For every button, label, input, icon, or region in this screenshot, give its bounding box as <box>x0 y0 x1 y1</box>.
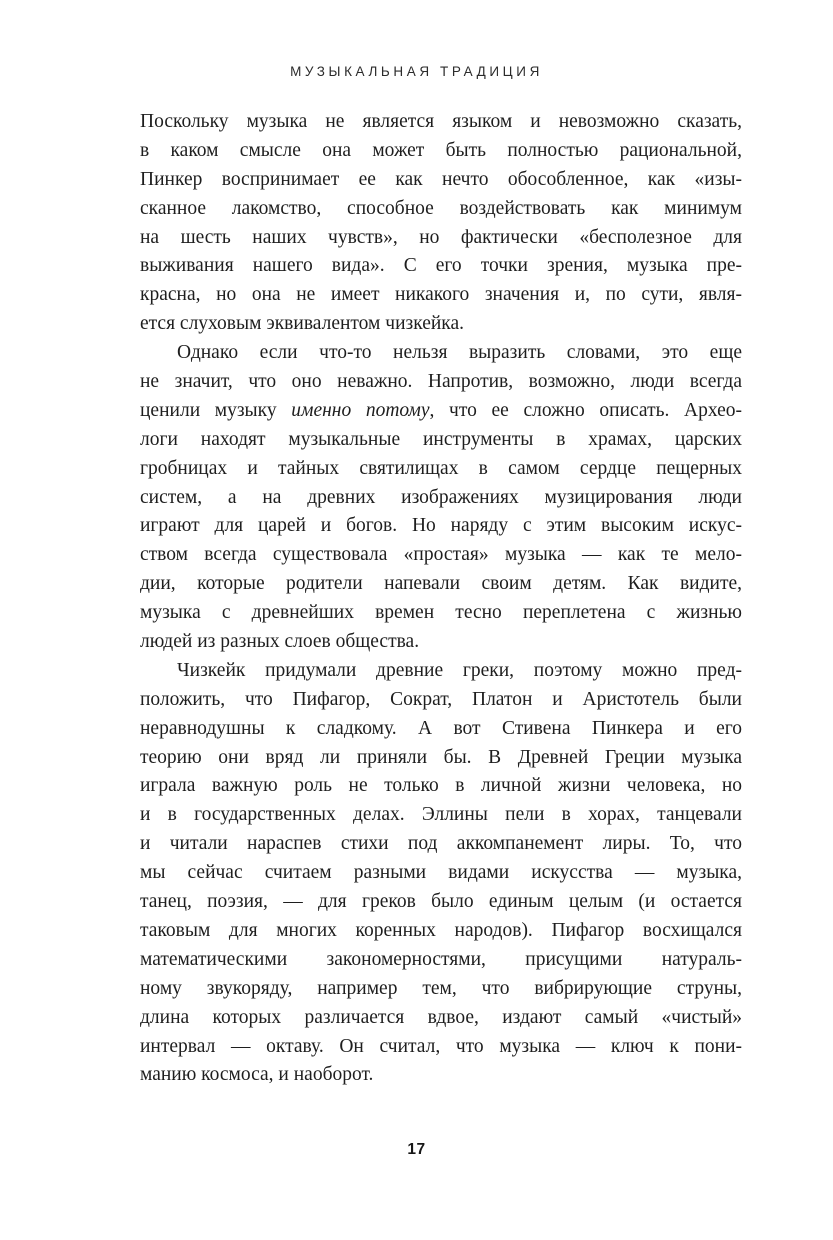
text-line: играют для царей и богов. Но наряду с этим высоким искус- <box>140 515 742 537</box>
text-line: на шесть наших чувств», но фактически «бесполезное для <box>140 226 742 248</box>
text-line: гробницах и тайных святилищах в самом сердце пещерных <box>140 457 742 479</box>
text-line: неравнодушны к сладкому. А вот Стивена Пинкера и его <box>140 717 742 739</box>
text-line: положить, что Пифагор, Сократ, Платон и Аристотель были <box>140 688 742 710</box>
text-line: в каком смысле она может быть полностью рациональной, <box>140 139 742 161</box>
text-line: дии, которые родители напевали своим детям. Как видите, <box>140 573 742 595</box>
text-line: систем, а на древних изображениях музицирования люди <box>140 486 742 508</box>
text-line: интервал — октаву. Он считал, что музыка — ключ к пони- <box>140 1035 742 1057</box>
running-head-chapter-title: МУЗЫКАЛЬНАЯ ТРАДИЦИЯ <box>290 64 543 79</box>
text-line: и читали нараспев стихи под аккомпанемент лиры. То, что <box>140 833 742 855</box>
paragraph <box>140 108 742 339</box>
text-line: манию космоса, и наоборот. <box>140 1064 374 1086</box>
text-line: красна, но она не имеет никакого значения и, по сути, явля- <box>140 284 742 306</box>
text-line: и в государственных делах. Эллины пели в хорах, танцевали <box>140 804 742 826</box>
text-line: не значит, что оно неважно. Напротив, возможно, люди всегда <box>140 371 742 393</box>
text-line: математическими закономерностями, присущими натураль- <box>140 948 742 970</box>
text-line: теорию они вряд ли приняли бы. В Древней Греции музыка <box>140 746 742 768</box>
text-line: Чизкейк придумали древние греки, поэтому можно пред- <box>177 659 742 681</box>
text-line: логи находят музыкальные инструменты в храмах, царских <box>140 428 742 450</box>
text-line: выживания нашего вида». С его точки зрения, музыка пре- <box>140 255 742 277</box>
text-block <box>140 108 742 1090</box>
text-line: длина которых различается вдвое, издают самый «чистый» <box>140 1006 742 1028</box>
text-line: ством всегда существовала «простая» музыка — как те мело- <box>140 544 742 566</box>
paragraph <box>140 657 742 1090</box>
text-line: сканное лакомство, способное воздействовать как минимум <box>140 197 742 219</box>
text-line: Поскольку музыка не является языком и невозможно сказать, <box>140 111 742 132</box>
text-line: Пинкер воспринимает ее как нечто обособленное, как «изы- <box>140 168 742 190</box>
text-line: музыка с древнейших времен тесно переплетена с жизнью <box>140 602 742 624</box>
page-number: 17 <box>407 1141 426 1158</box>
text-line: людей из разных слоев общества. <box>140 631 420 653</box>
text-line: ценили музыку именно потому, что ее сложно описать. Архео- <box>140 399 742 421</box>
text-line: ному звукоряду, например тем, что вибрирующие струны, <box>140 977 742 999</box>
text-line: ется слуховым эквивалентом чизкейка. <box>140 313 465 335</box>
text-line: танец, поэзия, — для греков было единым целым (и остается <box>140 891 742 913</box>
text-line: играла важную роль не только в личной жизни человека, но <box>140 775 742 797</box>
text-line: таковым для многих коренных народов). Пифагор восхищался <box>140 919 742 941</box>
text-line: мы сейчас считаем разными видами искусства — музыка, <box>140 862 742 884</box>
text-line: Однако если что-то нельзя выразить словами, это еще <box>177 342 742 364</box>
paragraph <box>140 339 742 657</box>
